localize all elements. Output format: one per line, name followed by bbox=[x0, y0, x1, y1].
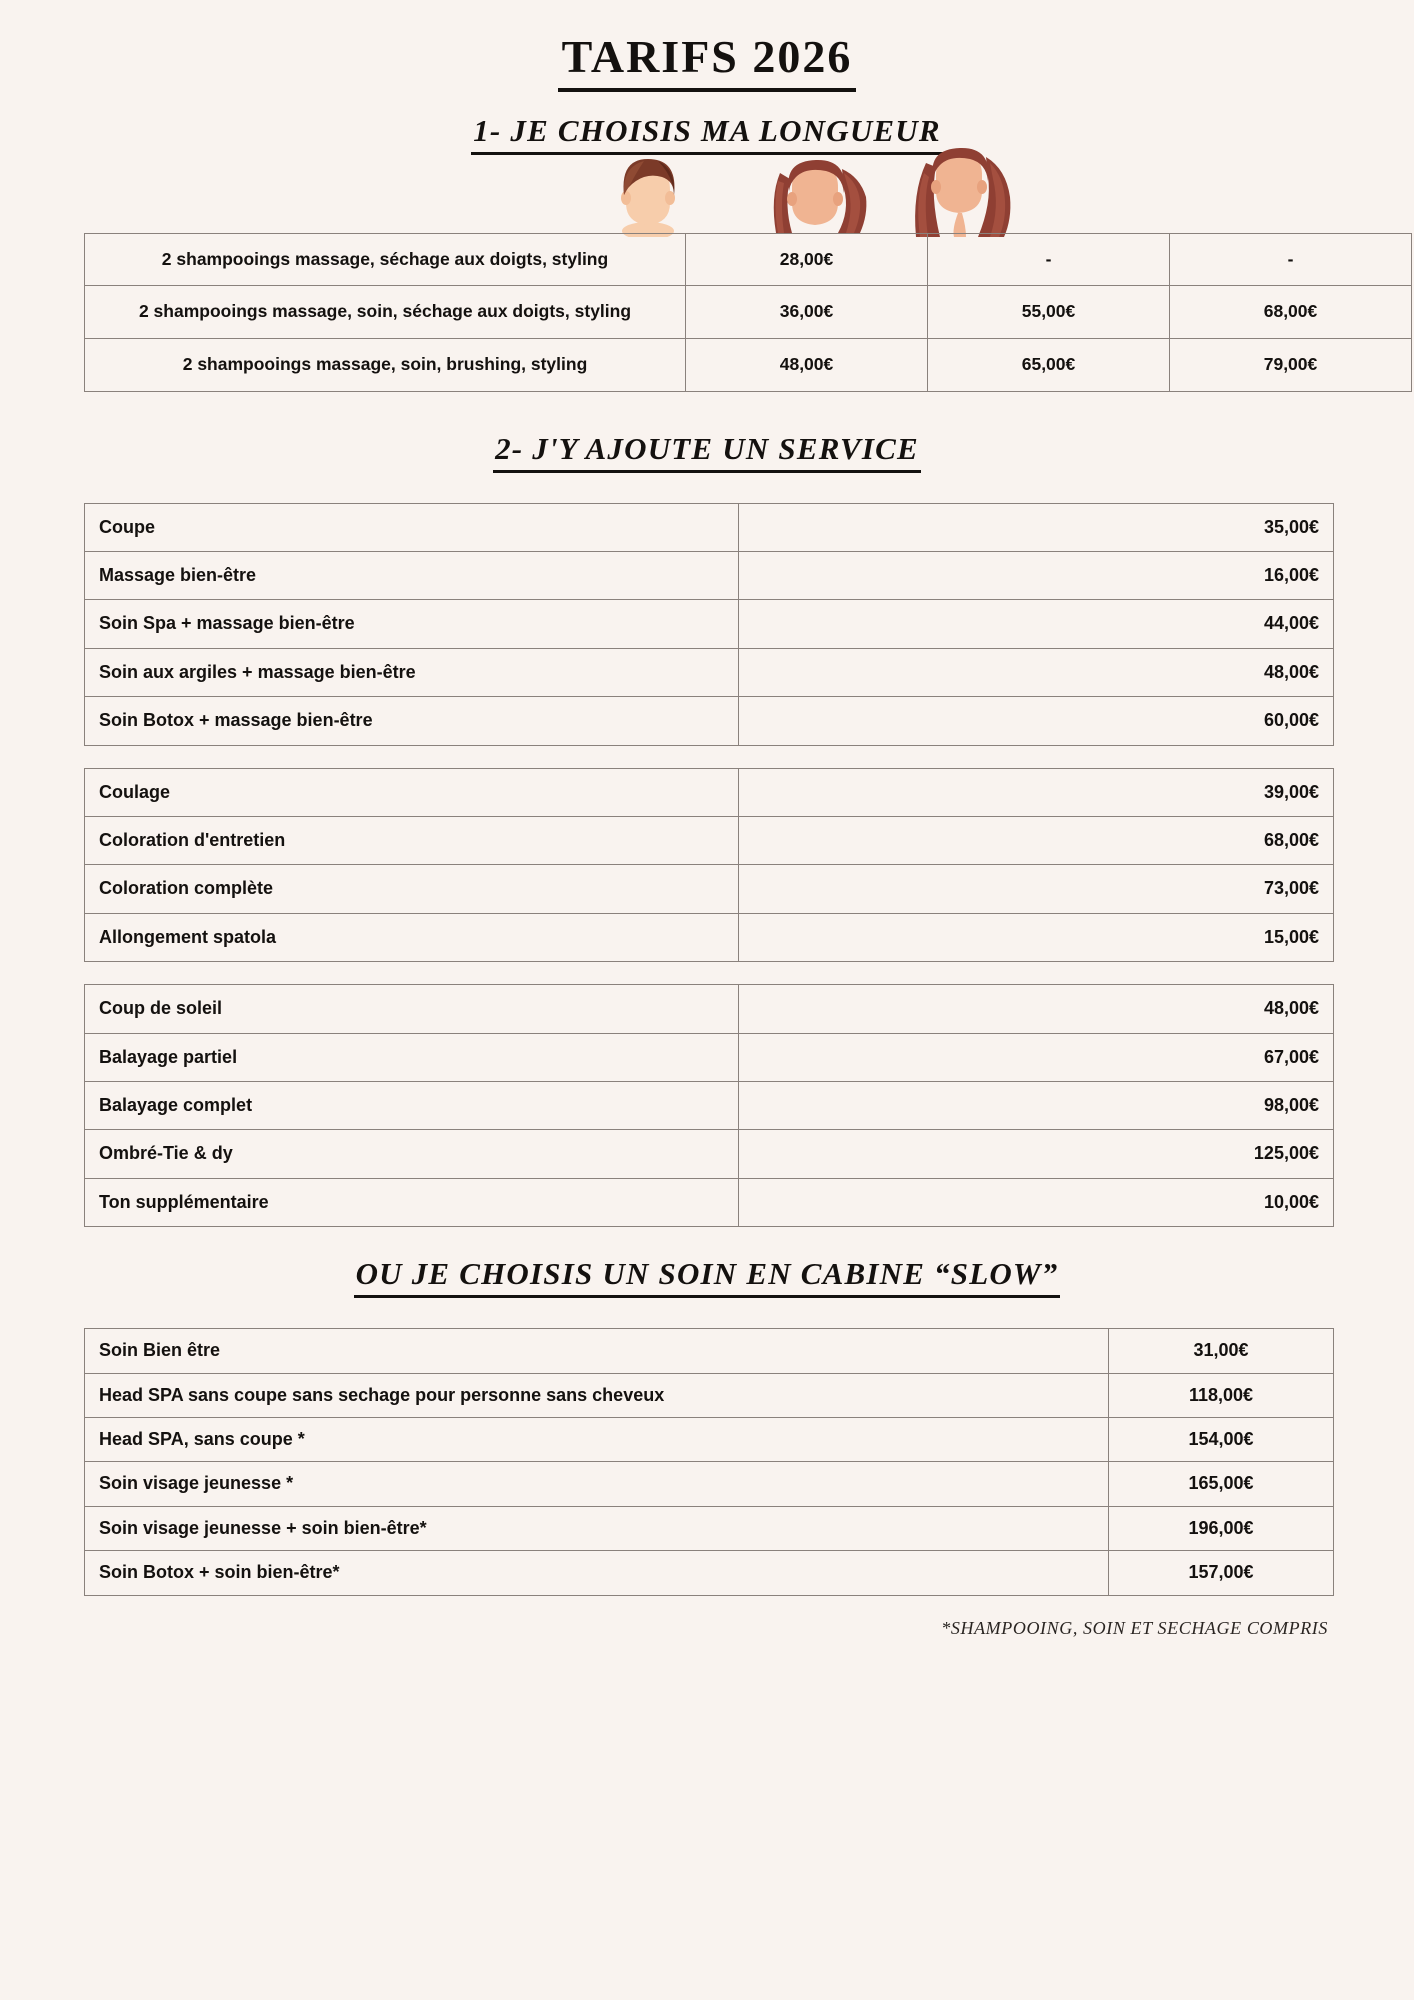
table-row bbox=[85, 233, 1412, 286]
slow-service-price: 165,00€ bbox=[1109, 1462, 1334, 1506]
service-price: 39,00€ bbox=[739, 768, 1334, 816]
service-label: Coulage bbox=[85, 768, 739, 816]
service-label: Coupe bbox=[85, 503, 739, 551]
spacer bbox=[0, 473, 1414, 503]
service-price: 16,00€ bbox=[739, 552, 1334, 600]
section-1-heading-text: 1- JE CHOISIS MA LONGUEUR bbox=[471, 114, 943, 155]
slow-service-price: 118,00€ bbox=[1109, 1373, 1334, 1417]
table-row bbox=[85, 286, 1412, 339]
table-row bbox=[85, 768, 1334, 816]
service-label: Coup de soleil bbox=[85, 985, 739, 1033]
table-row bbox=[85, 648, 1334, 696]
table-row bbox=[85, 600, 1334, 648]
slow-service-label: Soin Botox + soin bien-être* bbox=[85, 1551, 1109, 1595]
page-title bbox=[0, 0, 1414, 92]
length-row-description: 2 shampooings massage, soin, séchage aux doigts, styling bbox=[85, 286, 686, 339]
length-row-price-short: 48,00€ bbox=[686, 338, 928, 391]
service-price: 68,00€ bbox=[739, 817, 1334, 865]
slow-service-label: Head SPA, sans coupe * bbox=[85, 1418, 1109, 1462]
table-row bbox=[85, 913, 1334, 961]
service-label: Allongement spatola bbox=[85, 913, 739, 961]
slow-service-price: 31,00€ bbox=[1109, 1329, 1334, 1373]
service-price: 125,00€ bbox=[739, 1130, 1334, 1178]
service-label: Ombré-Tie & dy bbox=[85, 1130, 739, 1178]
section-2-heading-text: 2- J'Y AJOUTE UN SERVICE bbox=[493, 432, 921, 473]
slow-service-label: Soin visage jeunesse * bbox=[85, 1462, 1109, 1506]
service-label: Ton supplémentaire bbox=[85, 1178, 739, 1226]
service-price: 10,00€ bbox=[739, 1178, 1334, 1226]
table-row bbox=[85, 552, 1334, 600]
medium-hair-icon bbox=[756, 151, 874, 237]
table-row bbox=[85, 1329, 1334, 1373]
table-row bbox=[85, 1551, 1334, 1595]
service-price: 48,00€ bbox=[739, 648, 1334, 696]
table-row bbox=[85, 817, 1334, 865]
length-row-price-long: 79,00€ bbox=[1170, 338, 1412, 391]
spacer bbox=[0, 392, 1414, 432]
slow-service-label: Head SPA sans coupe sans sechage pour personne sans cheveux bbox=[85, 1373, 1109, 1417]
length-row-price-medium: 55,00€ bbox=[928, 286, 1170, 339]
length-price-table bbox=[84, 233, 1412, 392]
table-row bbox=[85, 1373, 1334, 1417]
spacer bbox=[0, 746, 1414, 768]
length-row-price-short: 28,00€ bbox=[686, 233, 928, 286]
table-row bbox=[85, 338, 1412, 391]
section-3-heading-text: OU JE CHOISIS UN SOIN EN CABINE “SLOW” bbox=[354, 1257, 1061, 1298]
service-price: 60,00€ bbox=[739, 697, 1334, 745]
slow-service-label: Soin visage jeunesse + soin bien-être* bbox=[85, 1506, 1109, 1550]
spacer bbox=[0, 1298, 1414, 1328]
section-1-heading bbox=[0, 114, 1414, 155]
service-label: Massage bien-être bbox=[85, 552, 739, 600]
table-row bbox=[85, 1462, 1334, 1506]
spacer bbox=[0, 1227, 1414, 1257]
service-price: 98,00€ bbox=[739, 1081, 1334, 1129]
section-3-heading bbox=[0, 1257, 1414, 1298]
table-row bbox=[85, 1178, 1334, 1226]
table-row bbox=[85, 697, 1334, 745]
slow-service-label: Soin Bien être bbox=[85, 1329, 1109, 1373]
service-label: Coloration complète bbox=[85, 865, 739, 913]
service-price: 48,00€ bbox=[739, 985, 1334, 1033]
service-label: Soin Botox + massage bien-être bbox=[85, 697, 739, 745]
footnote: *SHAMPOOING, SOIN ET SECHAGE COMPRIS bbox=[941, 1617, 1328, 1638]
table-row bbox=[85, 1418, 1334, 1462]
service-price: 35,00€ bbox=[739, 503, 1334, 551]
service-price: 73,00€ bbox=[739, 865, 1334, 913]
length-row-price-medium: - bbox=[928, 233, 1170, 286]
length-row-price-short: 36,00€ bbox=[686, 286, 928, 339]
length-row-price-medium: 65,00€ bbox=[928, 338, 1170, 391]
slow-cabin-table bbox=[84, 1328, 1334, 1595]
service-label: Coloration d'entretien bbox=[85, 817, 739, 865]
page-title-text: TARIFS 2026 bbox=[558, 32, 857, 92]
table-row bbox=[85, 985, 1334, 1033]
service-price: 67,00€ bbox=[739, 1033, 1334, 1081]
slow-service-price: 157,00€ bbox=[1109, 1551, 1334, 1595]
service-label: Soin aux argiles + massage bien-être bbox=[85, 648, 739, 696]
table-row bbox=[85, 1081, 1334, 1129]
section-2-heading bbox=[0, 432, 1414, 473]
service-price: 15,00€ bbox=[739, 913, 1334, 961]
coloration-services-table bbox=[84, 768, 1334, 963]
hair-length-icons bbox=[0, 161, 1414, 233]
highlights-services-table bbox=[84, 984, 1334, 1227]
length-row-description: 2 shampooings massage, soin, brushing, styling bbox=[85, 338, 686, 391]
table-row bbox=[85, 1033, 1334, 1081]
short-hair-icon bbox=[600, 151, 696, 237]
spacer bbox=[0, 962, 1414, 984]
slow-service-price: 196,00€ bbox=[1109, 1506, 1334, 1550]
length-row-description: 2 shampooings massage, séchage aux doigts, styling bbox=[85, 233, 686, 286]
service-label: Balayage partiel bbox=[85, 1033, 739, 1081]
service-price: 44,00€ bbox=[739, 600, 1334, 648]
table-row bbox=[85, 1130, 1334, 1178]
table-row bbox=[85, 865, 1334, 913]
slow-service-price: 154,00€ bbox=[1109, 1418, 1334, 1462]
service-label: Soin Spa + massage bien-être bbox=[85, 600, 739, 648]
long-hair-icon bbox=[900, 137, 1018, 237]
table-row bbox=[85, 503, 1334, 551]
care-services-table bbox=[84, 503, 1334, 746]
service-label: Balayage complet bbox=[85, 1081, 739, 1129]
length-row-price-long: 68,00€ bbox=[1170, 286, 1412, 339]
length-row-price-long: - bbox=[1170, 233, 1412, 286]
table-row bbox=[85, 1506, 1334, 1550]
